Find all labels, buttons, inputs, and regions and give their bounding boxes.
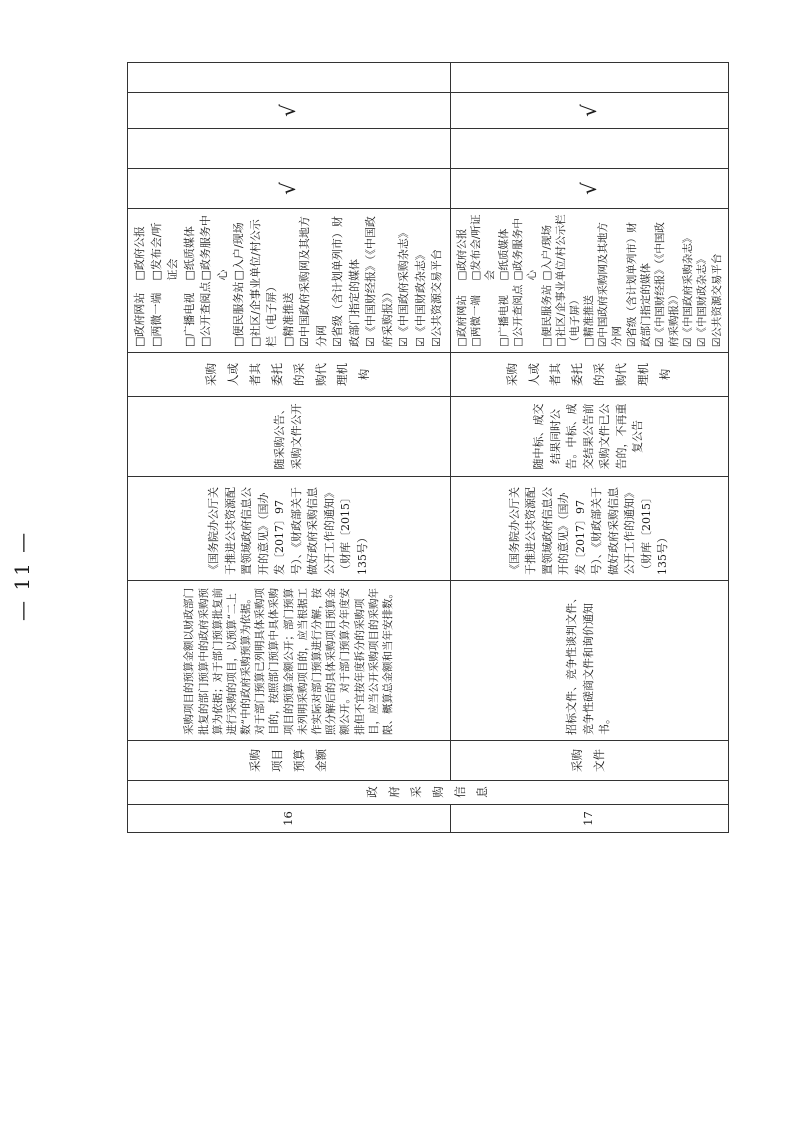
public-all-check: √: [128, 169, 451, 209]
channel-item: ☑中国政府采购网及其地方分网: [597, 222, 624, 347]
channel-item: □两微一端: [149, 292, 163, 347]
channel-item: □政府公报: [455, 228, 468, 281]
channel-item: □便民服务站: [232, 281, 245, 347]
channel-item: □公开查阅点: [199, 281, 212, 347]
channel-item: ☑《中国政府采购杂志》: [682, 232, 695, 347]
subject-text: 采购人或者其委托的采购代理机构: [204, 363, 372, 386]
channel-item: □政府公报: [133, 226, 146, 281]
channel-item: □政务服务中心: [512, 218, 539, 281]
item-name: 采购项目预算金额: [248, 749, 328, 772]
channels-cell: [450, 209, 728, 353]
channel-item: ☑《中国财经报》（《中国政府采购报》）: [364, 216, 394, 347]
channel-item: □政务服务中心: [199, 215, 229, 281]
channel-item: ☑公共资源交易平台: [710, 253, 723, 347]
channel-item: ☑公共资源交易平台: [430, 249, 443, 347]
channel-item: □广播电视: [498, 295, 511, 347]
channel-item: □发布会/听证会: [469, 214, 496, 281]
channel-item: □社区/企事业单位/村公示栏（电子屏）: [248, 219, 278, 347]
channels-list: [132, 214, 446, 347]
disclosure-table: [127, 62, 729, 833]
item-cell: [128, 741, 451, 781]
category-cell: [128, 781, 729, 805]
basis-cell: 《国务院办公厅关于推进公共资源配置领域政府信息公开的意见》（国办发〔2017〕97号）、《财政部关于做好政府采购信息公开工作的通知》（财库〔2015〕135号）: [450, 477, 728, 581]
level-township-check: [450, 63, 728, 93]
public-all-check: √: [450, 169, 728, 209]
category-label: 政府采购信息: [365, 786, 489, 798]
row-number: 16: [128, 805, 451, 833]
channel-item: ☑《中国财政杂志》: [696, 253, 709, 347]
channel-item: □两微一端: [469, 295, 482, 347]
item-cell: [450, 741, 728, 781]
public-specific-check: [128, 129, 451, 169]
channel-item: □政府网站: [455, 295, 468, 347]
channels-cell: [128, 209, 451, 353]
channel-item: ☑省级（含计划单列市）财政部门指定的媒体: [331, 216, 361, 347]
subject-cell: [128, 353, 451, 397]
channel-item: ☑省级（含计划单列市）财政部门指定的媒体: [625, 222, 652, 347]
channel-item: ☑中国政府采购网及其地方分网: [298, 216, 328, 347]
channel-item: □纸质媒体: [498, 228, 511, 281]
content-cell: 招标文件、竞争性谈判文件、竞争性磋商文件和询价通知书。: [450, 581, 728, 741]
table-row-17: [450, 63, 728, 833]
channel-item: □便民服务站: [540, 284, 553, 347]
public-specific-check: [450, 129, 728, 169]
item-name: 采购文件: [570, 749, 607, 772]
channels-list: [455, 214, 724, 347]
channel-item: ☑《中国财经报》（《中国政府采购报》）: [653, 222, 681, 347]
level-township-check: [128, 63, 451, 93]
channel-item: □广播电视: [182, 292, 196, 347]
channel-item: □社区/企事业单位/村公示栏（电子屏）: [554, 214, 581, 347]
channel-item: ☑《中国财政杂志》: [413, 249, 427, 347]
time-cell: 随采购公告、采购文件公开: [128, 397, 451, 477]
channel-item: □精准推送: [583, 295, 596, 347]
channel-item: □入户/现场: [232, 222, 245, 281]
channel-item: ☑《中国政府采购杂志》: [397, 227, 410, 347]
channel-item: □政府网站: [133, 292, 146, 347]
time-cell: 随中标、成交结果同时公告。中标、成交结果公告前采购文件已公告的，不再重复公告: [450, 397, 728, 477]
page-number: — 11 —: [10, 530, 34, 621]
content-cell: 采购项目的预算金额以财政部门批复的部门预算中的政府采购预算为依据；对于部门预算批复前进行采购的项目，以预算“二上数”中的政府采购预算为依据。对于部门预算已列明具体采购项目的，按照部门预算中具体采购项目的预算金额公开；部门预算未列明采购项目的，应当根据工作实际对部门预算进行分解，按照分解后的具体采购项目预算金额公开。对于部门预算分年度安排但不宜按年度拆分的采购项目，应当公开采购项目的采购年限、概算总金额和当年安排数。: [128, 581, 451, 741]
level-county-check: √: [128, 93, 451, 129]
channel-item: □纸质媒体: [182, 226, 196, 281]
subject-cell: [450, 353, 728, 397]
channel-item: □公开查阅点: [512, 284, 525, 347]
row-number: 17: [450, 805, 728, 833]
basis-cell: 《国务院办公厅关于推进公共资源配置领域政府信息公开的意见》（国办发〔2017〕97号）、《财政部关于做好政府采购信息公开工作的通知》（财库〔2015〕135号）: [128, 477, 451, 581]
level-county-check: √: [450, 93, 728, 129]
subject-text: 采购人或者其委托的采购代理机构: [504, 363, 672, 386]
channel-item: □发布会/听证会: [149, 222, 179, 281]
channel-item: □精准推送: [281, 292, 295, 347]
channel-item: □入户/现场: [540, 225, 553, 281]
table-row-16: [128, 63, 451, 833]
